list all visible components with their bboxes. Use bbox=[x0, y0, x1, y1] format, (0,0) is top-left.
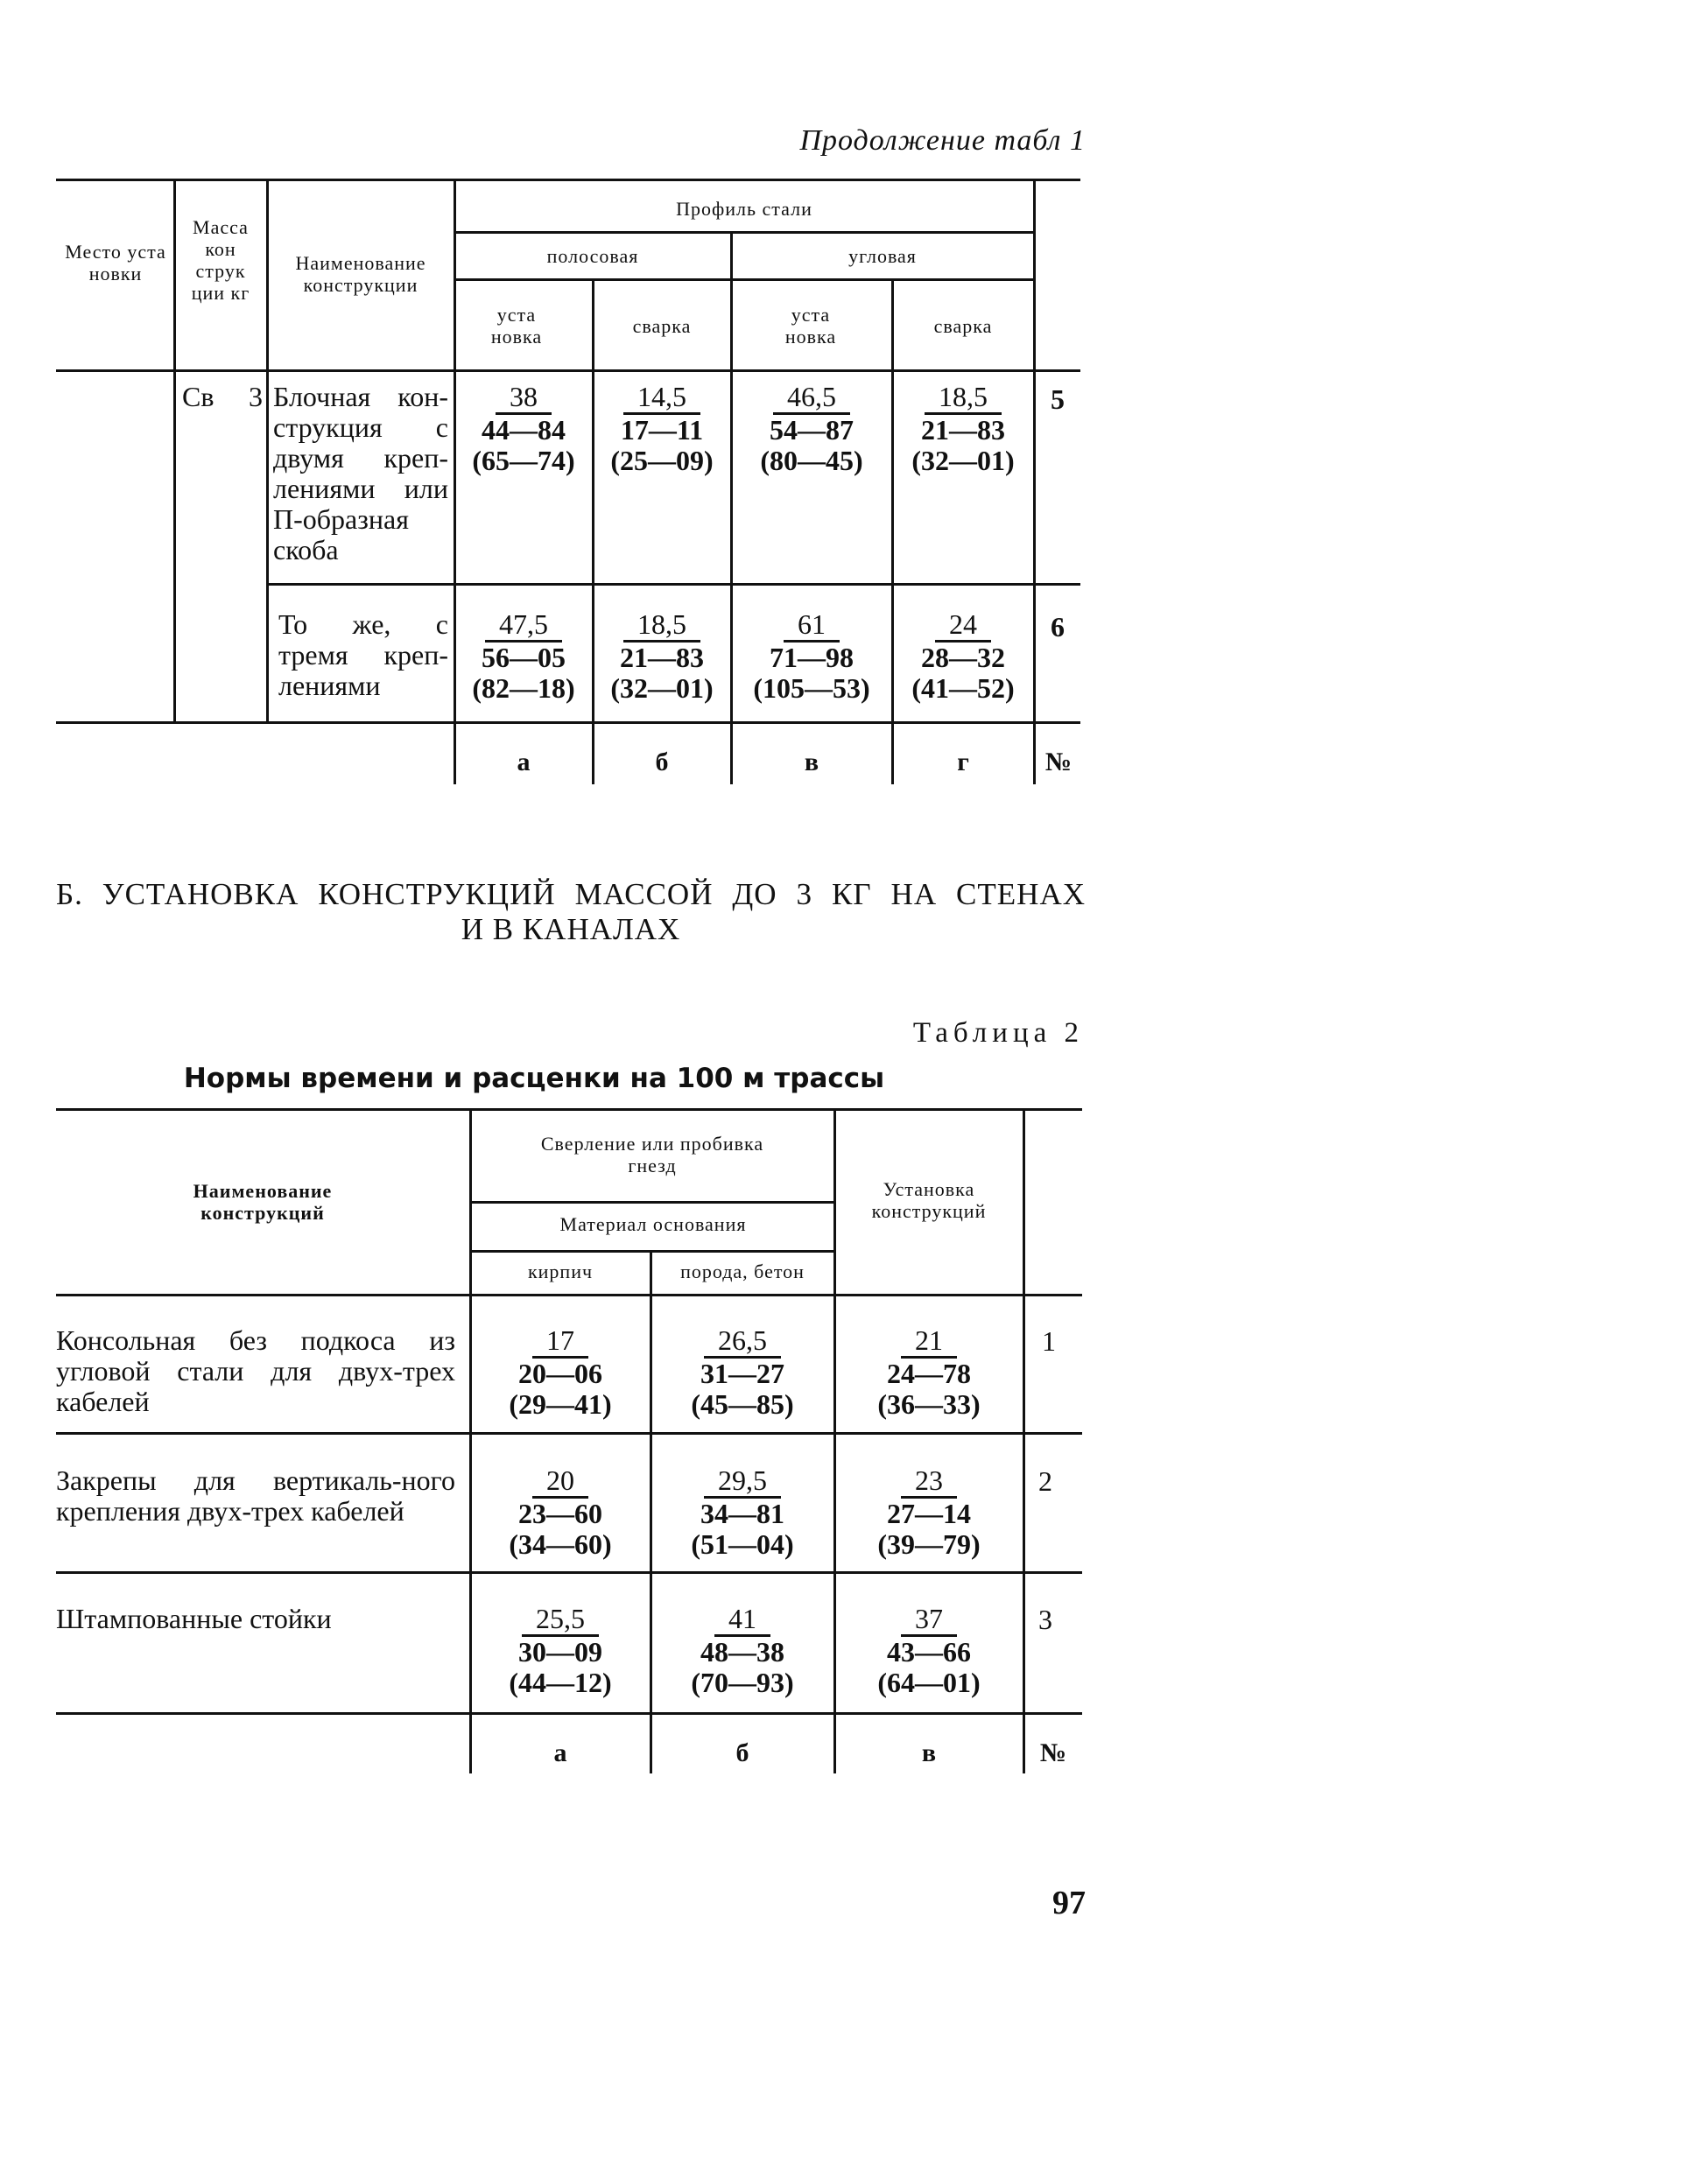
t2-footer-number: № bbox=[1039, 1738, 1067, 1767]
page-number: 97 bbox=[1052, 1885, 1086, 1921]
t2-col-header-name: Наименование конструкций bbox=[193, 1180, 333, 1224]
t2-row1-number: 1 bbox=[1042, 1325, 1056, 1357]
col-header-install-a: уста новка bbox=[490, 304, 543, 348]
t2-row3-name: Штампованные стойки bbox=[56, 1603, 332, 1634]
t2-row3-cell-c: 37 43—66 (64—01) bbox=[877, 1603, 981, 1698]
mass-value: Св 3 bbox=[182, 381, 263, 412]
col-header-weld-b: сварка bbox=[632, 315, 692, 337]
t2-col-header-material: Материал основания bbox=[559, 1213, 747, 1235]
t1-row1-cell-a: 38 44—84 (65—74) bbox=[472, 381, 575, 476]
col-header-strip: полосовая bbox=[546, 245, 639, 267]
col-header-name: Наименование конструкции bbox=[295, 252, 426, 296]
t2-footer-b: б bbox=[735, 1738, 749, 1767]
t1-row1-name: Блочная кон-струкция с двумя креп-лениями или П-образная скоба bbox=[273, 381, 448, 565]
col-header-install-c: уста новка bbox=[784, 304, 837, 348]
t2-row3-cell-b: 41 48—38 (70—93) bbox=[691, 1603, 794, 1698]
t2-row1-name: Консольная без подкоса из угловой стали для двух-трех кабелей bbox=[56, 1324, 455, 1417]
t2-row2-cell-a: 20 23—60 (34—60) bbox=[509, 1464, 612, 1560]
t1-row2-cell-b: 18,5 21—83 (32—01) bbox=[610, 608, 714, 704]
section-heading-line2: И В КАНАЛАХ bbox=[461, 912, 681, 946]
t1-row1-cell-b: 14,5 17—11 (25—09) bbox=[610, 381, 714, 476]
t2-row3-cell-a: 25,5 30—09 (44—12) bbox=[509, 1603, 612, 1698]
section-heading bbox=[56, 877, 1086, 947]
col-header-weld-d: сварка bbox=[933, 315, 993, 337]
t1-row2-cell-c: 61 71—98 (105—53) bbox=[753, 608, 870, 704]
section-heading-line1: Б. УСТАНОВКА КОНСТРУКЦИЙ МАССОЙ ДО 3 КГ НА СТЕНАХ bbox=[56, 877, 1086, 911]
t2-col-header-brick: кирпич bbox=[527, 1261, 594, 1282]
col-header-angle: угловая bbox=[848, 245, 917, 267]
t1-row1-cell-d: 18,5 21—83 (32—01) bbox=[911, 381, 1015, 476]
t2-row2-cell-c: 23 27—14 (39—79) bbox=[877, 1464, 981, 1560]
t2-row1-cell-a: 17 20—06 (29—41) bbox=[509, 1324, 612, 1420]
t2-row3-number: 3 bbox=[1038, 1604, 1052, 1635]
col-header-mass: Масса кон струк ции кг bbox=[191, 216, 250, 304]
t1-row2-number: 6 bbox=[1051, 611, 1065, 643]
t1-footer-a: а bbox=[517, 748, 531, 776]
t1-row1-cell-c: 46,5 54—87 (80—45) bbox=[760, 381, 863, 476]
t2-row2-name: Закрепы для вертикаль-ного крепления двух-трех кабелей bbox=[56, 1464, 455, 1527]
t1-footer-d: г bbox=[957, 748, 969, 776]
t1-row2-cell-a: 47,5 56—05 (82—18) bbox=[472, 608, 575, 704]
t2-col-header-drilling: Сверление или пробивка гнезд bbox=[540, 1133, 764, 1176]
t1-row2-cell-d: 24 28—32 (41—52) bbox=[911, 608, 1015, 704]
t1-row2-name: То же, с тремя креп-лениями bbox=[278, 608, 448, 701]
t2-row2-cell-b: 29,5 34—81 (51—04) bbox=[691, 1464, 794, 1560]
col-header-place: Место уста новки bbox=[65, 241, 166, 284]
t1-footer-b: б bbox=[655, 748, 669, 776]
table2-label: Таблица 2 bbox=[912, 1017, 1084, 1049]
t2-footer-a: а bbox=[553, 1738, 567, 1767]
t2-col-header-rock: порода, бетон bbox=[680, 1261, 805, 1282]
t2-row1-cell-b: 26,5 31—27 (45—85) bbox=[691, 1324, 794, 1420]
table2-title: Нормы времени и расценки на 100 м трассы bbox=[183, 1063, 885, 1094]
t2-row1-cell-c: 21 24—78 (36—33) bbox=[877, 1324, 981, 1420]
t1-row1-number: 5 bbox=[1051, 383, 1065, 415]
t2-col-header-install: Установка конструкций bbox=[871, 1178, 987, 1222]
continuation-caption: Продолжение табл 1 bbox=[799, 124, 1086, 157]
t1-footer-number: № bbox=[1044, 748, 1073, 776]
t2-footer-c: в bbox=[921, 1738, 937, 1767]
t2-row2-number: 2 bbox=[1038, 1465, 1052, 1497]
col-header-profile: Профиль стали bbox=[676, 198, 812, 220]
t1-footer-c: в bbox=[804, 748, 819, 776]
